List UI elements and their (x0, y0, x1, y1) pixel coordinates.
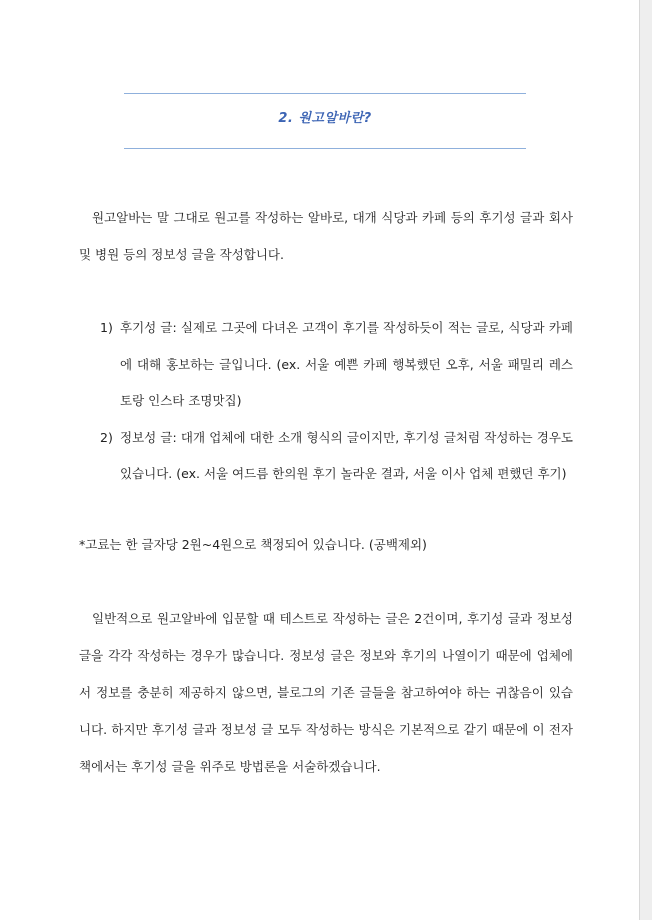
fee-note: *고료는 한 글자당 2원~4원으로 책정되어 있습니다. (공백제외) (79, 537, 427, 552)
list-item-number: 2) (100, 429, 113, 445)
title-top-rule (124, 93, 526, 94)
page-edge (639, 0, 652, 920)
list-item-text: 후기성 글: 실제로 그곳에 다녀온 고객이 후기를 작성하듯이 적는 글로, 식당과 카페에 대해 홍보하는 글입니다. (ex. 서울 예쁜 카페 행복했던 오후, 서울 패밀리 레스토랑 인스타 조명맛집) (120, 320, 573, 408)
list-item-info (100, 420, 573, 493)
article-type-list (100, 310, 573, 493)
list-item-number: 1) (100, 320, 113, 335)
list-item-review (100, 310, 573, 420)
title-bottom-rule (124, 148, 526, 149)
section-title: 2. 원고알바란? (278, 111, 372, 126)
list-item-text: 정보성 글: 대개 업체에 대한 소개 형식의 글이지만, 후기성 글처럼 작성하는 경우도 있습니다. (ex. 서울 여드름 한의원 후기 놀라운 결과, 서울 이사 업체 편했던 후기) (120, 429, 573, 481)
general-paragraph: 일반적으로 원고알바에 입문할 때 테스트로 작성하는 글은 2건이며, 후기성 글과 정보성 글을 각각 작성하는 경우가 많습니다. 정보성 글은 정보와 후기의 나열이기 때문에 업체에서 정보를 충분히 제공하지 않으면, 블로그의 기존 글들을 참고하여야 하는 귀찮음이 있습니다. 하지만 후기성 글과 정보성 글 모두 작성하는 방식은 기본적으로 같기 때문에 이 전자책에서는 후기성 글을 위주로 방법론을 서술하겠습니다. (79, 611, 573, 774)
intro-paragraph: 원고알바는 말 그대로 원고를 작성하는 알바로, 대개 식당과 카페 등의 후기성 글과 회사 및 병원 등의 정보성 글을 작성합니다. (79, 210, 573, 262)
